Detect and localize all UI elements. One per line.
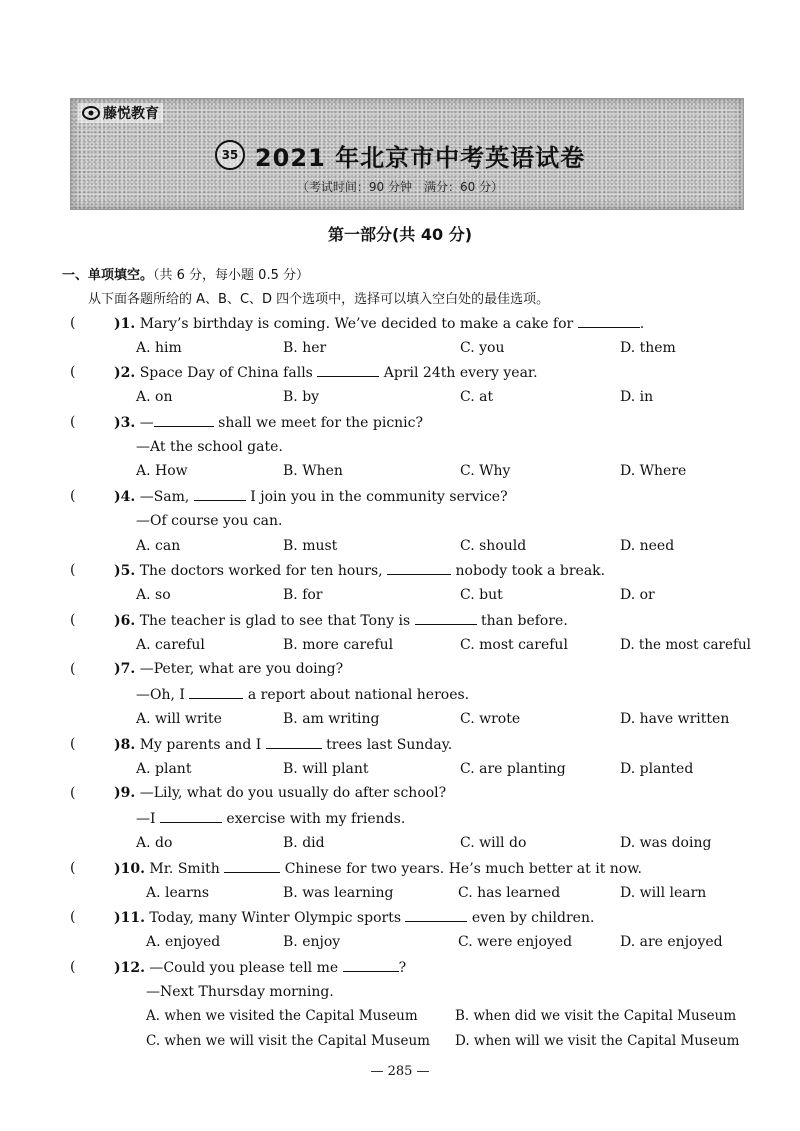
- answer-paren[interactable]: (: [70, 736, 76, 752]
- option-b[interactable]: B. when did we visit the Capital Museum: [455, 1008, 737, 1024]
- option-b[interactable]: B. am writing: [283, 711, 380, 727]
- option-d[interactable]: D. or: [620, 587, 655, 603]
- question-text: even by children.: [467, 910, 595, 926]
- answer-paren[interactable]: (: [70, 860, 76, 876]
- answer-paren[interactable]: (: [70, 414, 76, 430]
- exam-title: 2021 年北京市中考英语试卷: [254, 143, 586, 172]
- question-text: ?: [398, 960, 407, 976]
- answer-paren[interactable]: (: [70, 785, 76, 801]
- question-reply: —At the school gate.: [136, 439, 283, 455]
- question-number: )11.: [114, 910, 145, 926]
- answer-blank: [343, 957, 399, 972]
- option-b[interactable]: B. more careful: [283, 637, 394, 653]
- question-text: Mr. Smith: [144, 861, 225, 877]
- option-d[interactable]: D. have written: [620, 711, 730, 727]
- question-7: [114, 659, 343, 679]
- option-b[interactable]: B. her: [283, 340, 327, 356]
- question-number: )9.: [114, 785, 136, 801]
- option-c[interactable]: C. you: [460, 340, 505, 356]
- reply-text: —Oh, I: [136, 687, 190, 703]
- answer-blank: [387, 560, 451, 575]
- answer-blank: [317, 362, 379, 377]
- question-number: )8.: [114, 737, 136, 753]
- question-8: [114, 734, 452, 754]
- option-d[interactable]: D. will learn: [620, 885, 707, 901]
- question-text: nobody took a break.: [451, 563, 606, 579]
- question-text: trees last Sunday.: [321, 737, 453, 753]
- question-5: [114, 560, 605, 580]
- option-d[interactable]: D. Where: [620, 463, 687, 479]
- option-b[interactable]: B. When: [283, 463, 343, 479]
- option-d[interactable]: D. them: [620, 340, 676, 356]
- option-c[interactable]: C. Why: [460, 463, 511, 479]
- option-b[interactable]: B. was learning: [283, 885, 394, 901]
- question-number: )1.: [114, 316, 136, 332]
- answer-blank: [224, 858, 280, 873]
- answer-blank: [415, 610, 477, 625]
- option-c[interactable]: C. will do: [460, 835, 527, 851]
- option-c[interactable]: C. but: [460, 587, 503, 603]
- option-a[interactable]: A. on: [136, 389, 173, 405]
- question-12: [114, 957, 406, 977]
- option-b[interactable]: B. did: [283, 835, 325, 851]
- option-d[interactable]: D. the most careful: [620, 637, 751, 653]
- question-text: The doctors worked for ten hours,: [135, 563, 388, 579]
- option-d[interactable]: D. are enjoyed: [620, 934, 723, 950]
- answer-paren[interactable]: (: [70, 364, 76, 380]
- question-number: )2.: [114, 365, 136, 381]
- option-d[interactable]: D. in: [620, 389, 654, 405]
- answer-blank: [405, 907, 467, 922]
- question-reply: [136, 684, 469, 704]
- question-text: —Lily, what do you usually do after school?: [135, 785, 447, 801]
- question-9: [114, 783, 446, 803]
- question-text: Today, many Winter Olympic sports: [144, 910, 406, 926]
- answer-paren[interactable]: (: [70, 612, 76, 628]
- question-11: [114, 907, 594, 927]
- question-text: —: [135, 415, 154, 431]
- question-text: Mary’s birthday is coming. We’ve decided to make a cake for: [135, 316, 578, 332]
- reply-text: a report about national heroes.: [243, 687, 470, 703]
- question-2: [114, 362, 538, 382]
- question-number: )10.: [114, 861, 145, 877]
- section-instructions: 从下面各题所给的 A、B、C、D 四个选项中，选择可以填入空白处的最佳选项。: [88, 292, 550, 307]
- option-c[interactable]: C. at: [460, 389, 494, 405]
- option-c[interactable]: C. has learned: [458, 885, 561, 901]
- option-a[interactable]: A. learns: [146, 885, 210, 901]
- option-d[interactable]: D. was doing: [620, 835, 712, 851]
- section-heading-prefix: 一、单项填空。: [62, 268, 154, 283]
- question-text: —Sam,: [135, 489, 194, 505]
- option-a[interactable]: A. can: [136, 538, 181, 554]
- option-a[interactable]: A. do: [136, 835, 173, 851]
- publisher-logo: [78, 103, 163, 123]
- option-a[interactable]: A. him: [136, 340, 182, 356]
- option-b[interactable]: B. for: [283, 587, 323, 603]
- question-text: My parents and I: [135, 737, 266, 753]
- question-4: [114, 486, 508, 506]
- option-d[interactable]: D. planted: [620, 761, 694, 777]
- question-text: April 24th every year.: [379, 365, 538, 381]
- option-b[interactable]: B. must: [283, 538, 338, 554]
- option-c[interactable]: C. wrote: [460, 711, 521, 727]
- reply-text: exercise with my friends.: [221, 811, 406, 827]
- question-number: )7.: [114, 661, 136, 677]
- answer-blank: [578, 313, 640, 328]
- option-d[interactable]: D. need: [620, 538, 675, 554]
- page-number: — 285 —: [370, 1064, 430, 1079]
- question-10: [114, 858, 642, 878]
- question-text: Space Day of China falls: [135, 365, 318, 381]
- answer-paren[interactable]: (: [70, 315, 76, 331]
- question-3: [114, 412, 423, 432]
- part-title: 第一部分(共 40 分): [327, 225, 473, 244]
- option-b[interactable]: B. will plant: [283, 761, 369, 777]
- question-6: [114, 610, 568, 630]
- option-b[interactable]: B. enjoy: [283, 934, 341, 950]
- answer-paren[interactable]: (: [70, 488, 76, 504]
- option-c[interactable]: C. most careful: [460, 637, 568, 653]
- option-a[interactable]: A. careful: [136, 637, 205, 653]
- answer-blank: [189, 684, 243, 699]
- question-reply: —Next Thursday morning.: [146, 984, 334, 1000]
- option-a[interactable]: A. enjoyed: [146, 934, 221, 950]
- option-a[interactable]: A. will write: [136, 711, 222, 727]
- answer-blank: [266, 734, 322, 749]
- option-c[interactable]: C. should: [460, 538, 527, 554]
- question-text: Chinese for two years. He’s much better at it now.: [280, 861, 643, 877]
- option-a[interactable]: A. How: [136, 463, 188, 479]
- logo-text: 藤悦教育: [103, 106, 159, 122]
- option-c[interactable]: C. are planting: [460, 761, 566, 777]
- answer-blank: [194, 486, 246, 501]
- option-a[interactable]: A. when we visited the Capital Museum: [146, 1008, 418, 1024]
- section-heading: [62, 264, 309, 283]
- question-number: )3.: [114, 415, 136, 431]
- question-number: )12.: [114, 960, 145, 976]
- exam-title-row: [0, 136, 800, 174]
- exam-number-badge: 35: [215, 140, 245, 170]
- question-text: I join you in the community service?: [245, 489, 508, 505]
- answer-blank: [154, 412, 214, 427]
- question-number: )5.: [114, 563, 136, 579]
- question-text: —Peter, what are you doing?: [135, 661, 344, 677]
- reply-text: —I: [136, 811, 160, 827]
- option-b[interactable]: B. by: [283, 389, 320, 405]
- answer-paren[interactable]: (: [70, 909, 76, 925]
- option-d[interactable]: D. when will we visit the Capital Museum: [455, 1033, 740, 1049]
- question-text: .: [639, 316, 645, 332]
- option-a[interactable]: A. plant: [136, 761, 192, 777]
- question-reply: [136, 808, 405, 828]
- answer-paren[interactable]: (: [70, 562, 76, 578]
- exam-meta: （考试时间：90 分钟 满分：60 分）: [296, 180, 504, 194]
- logo-icon: [82, 106, 100, 120]
- option-c[interactable]: C. when we will visit the Capital Museum: [146, 1033, 430, 1049]
- answer-paren[interactable]: (: [70, 959, 76, 975]
- section-heading-detail: （共 6 分，每小题 0.5 分）: [153, 268, 309, 283]
- answer-blank: [160, 808, 222, 823]
- question-number: )4.: [114, 489, 136, 505]
- question-number: )6.: [114, 613, 136, 629]
- question-reply: —Of course you can.: [136, 513, 283, 529]
- option-c[interactable]: C. were enjoyed: [458, 934, 573, 950]
- question-text: —Could you please tell me: [144, 960, 343, 976]
- question-text: than before.: [476, 613, 568, 629]
- question-text: The teacher is glad to see that Tony is: [135, 613, 415, 629]
- question-1: [114, 313, 644, 333]
- question-text: shall we meet for the picnic?: [213, 415, 423, 431]
- answer-paren[interactable]: (: [70, 661, 76, 677]
- option-a[interactable]: A. so: [136, 587, 171, 603]
